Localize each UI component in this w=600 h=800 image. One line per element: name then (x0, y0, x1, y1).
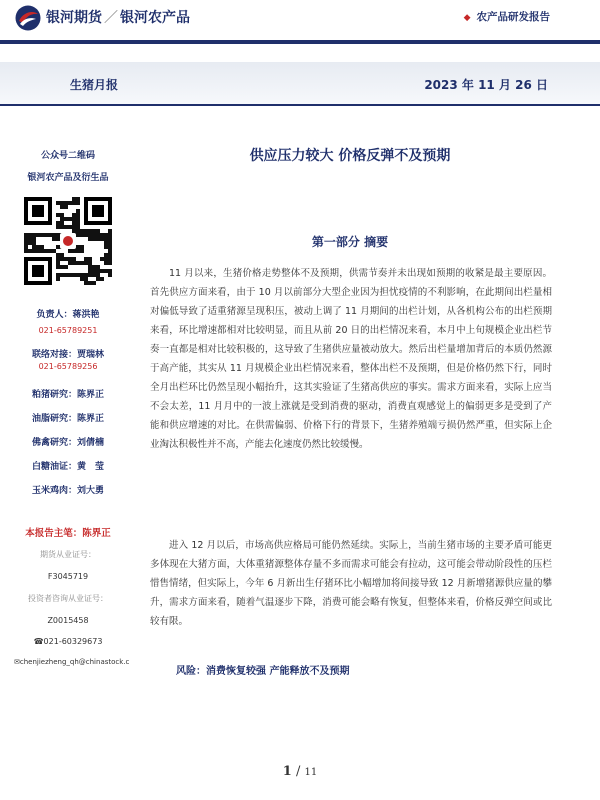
summary-paragraph: 11 月以来，生猪价格走势整体不及预期，供需节奏并未出现如预期的收紧是最主要原因。首先供应方面来看，由于 10 月以前部分大型企业因为担忧疫情的不利影响，在此期间出栏量相对偏低导致了适重猪源呈现积压，被动上调了 11 月期间的出栏计划，从各机构公布的出栏预期来看，环比增速都相对比较明显，而且从前 20 日的出栏情况来看，本月中上旬规模企业出栏节奏一直都是相对比较积极的，这导致了生猪供应量被动放大。然后出栏量增加背后的本质仍然源于高产能，其实从 11 月规模企业出栏情况来看，整体出栏不及预期，但是价格仍然下行，同时全月出栏环比仍然呈现小幅抬升，这其实验证了生猪高供应的事实。需求方面来看，实际上应当不会太差，11 月月中的一波上涨就是受到消费的驱动，消费直观感觉上的偏弱更多是受到了产能和供应增速的对比。在供需偏弱、价格下行的背景下，生猪养殖端亏损仍然严重，但实际上企业淘汰积极性并不高，产能去化速度仍然比较缓慢。 (150, 268, 552, 450)
report-subtitle: 生猪月报 (70, 78, 119, 92)
qr-heading: 公众号二维码 (40, 151, 95, 161)
researcher-row: 佛禽研究：刘倩楠 (31, 438, 105, 448)
report-date: 2023 年 11 月 26 日 (424, 78, 548, 92)
header-divider (0, 40, 600, 44)
advisor-license-number: Z0015458 (47, 616, 89, 625)
risk-note: 风险：消费恢复较强 产能释放不及预期 (176, 666, 350, 677)
report-type: ◆ 农产品研发报告 (463, 11, 550, 23)
contact-head: 负责人：蒋洪艳 (36, 310, 100, 320)
report-title: 供应压力较大 价格反弹不及预期 (249, 148, 451, 164)
researcher-row: 粕猪研究：陈界正 (31, 390, 105, 400)
contact-email[interactable]: ✉chenjiezheng_qh@chinastock.c (14, 658, 130, 666)
mail-icon: ✉ (14, 658, 20, 666)
researcher-row: 玉米鸡肉：刘大勇 (31, 486, 105, 496)
researcher-row: 油脂研究：陈界正 (31, 414, 105, 424)
license-number: F3045719 (47, 572, 89, 581)
brand-name: 银河期货 ／ 银河农产品 (46, 10, 190, 26)
contact-telephone: ☎021-60329673 (33, 637, 103, 646)
contact-liaison-phone: 021-65789256 (38, 362, 98, 371)
advisor-license-label: 投资者咨询从业证号： (28, 594, 108, 603)
sidebar (0, 145, 136, 666)
band-divider (0, 104, 600, 106)
section-title: 第一部分 摘要 (311, 235, 389, 249)
qr-heading-sub: 银河农产品及衍生品 (27, 173, 109, 183)
page-number: 1 / 11 (282, 764, 318, 779)
qr-logo (60, 233, 76, 249)
summary-paragraph: 进入 12 月以后，市场高供应格局可能仍然延续。实际上，当前生猪市场的主要矛盾可能更多体现在大猪方面，大体重猪源整体存量不多而需求可能会有拉动，这可能会带动阶段性的压栏惜售情绪，但实际上，今年 6 月新出生仔猪环比小幅增加将间接导致 12 月新增猪源供应量的攀升，需求方面来看，随着气温逐步下降，消费可能会略有恢复，但整体来看，价格反弹空间或比较有限。 (150, 540, 552, 627)
contact-liaison: 联络对接：贾瑞林 (31, 350, 105, 360)
researcher-row: 白糖油证：黄 莹 (31, 462, 105, 472)
chief-analyst: 本报告主笔：陈界正 (25, 528, 111, 539)
wechat-qr-code (24, 197, 112, 285)
license-label: 期货从业证号： (40, 550, 96, 559)
contact-head-phone: 021-65789251 (38, 326, 98, 335)
report-type-marker-icon: ◆ (463, 13, 471, 23)
galaxy-logo-icon (14, 4, 42, 32)
